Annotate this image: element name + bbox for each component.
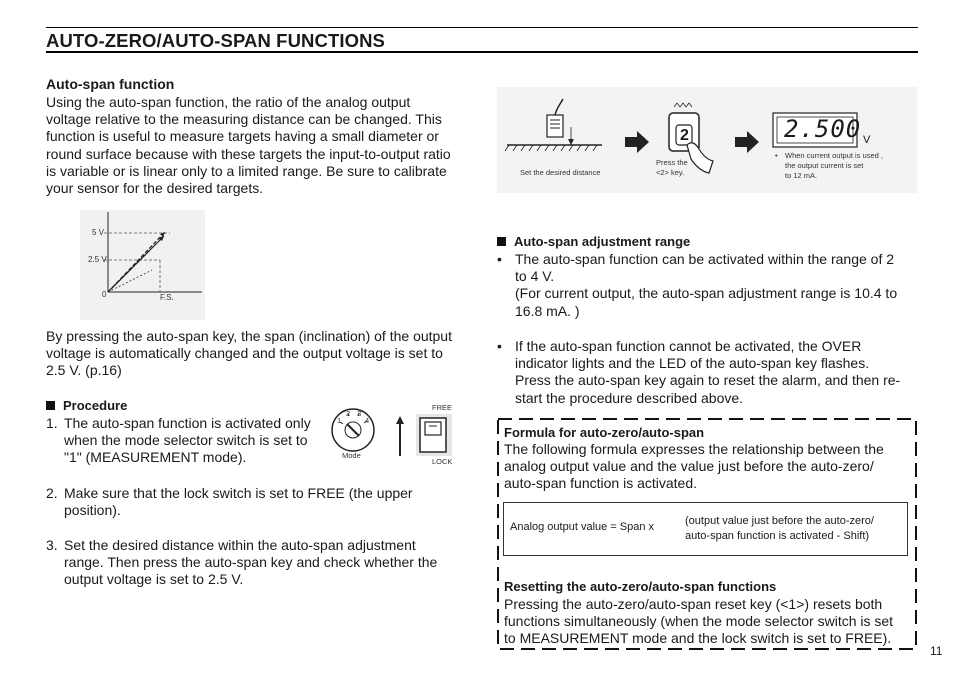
reset-paragraph: Pressing the auto-zero/auto-span reset key (<1>) resets both functions simultaneously (when the mode selector switch is set to MEASUREMENT mode and the lock switch is set to FREE). (504, 596, 894, 647)
span-line: voltage is automatically changed and the output voltage is set to (46, 345, 443, 362)
graph-y-mid-label: 2.5 V (88, 255, 107, 264)
auto-span-diagram (497, 87, 917, 193)
dial-number: 1 (337, 416, 342, 425)
lock-switch (392, 402, 462, 468)
formula-left: Analog output value = Span x (510, 521, 655, 533)
reset-heading: Resetting the auto-zero/auto-span functions (504, 579, 777, 594)
span-line: By pressing the auto-span key, the span (inclination) of the output (46, 328, 452, 344)
graph-y-top-label: 5 V (92, 228, 105, 237)
page-title: AUTO-ZERO/AUTO-SPAN FUNCTIONS (46, 30, 385, 51)
lock-switch-icon (392, 412, 458, 458)
switch-free-label: FREE (432, 403, 453, 412)
intro-paragraph (46, 94, 451, 197)
mode-dial (326, 405, 378, 463)
formula-box (503, 502, 908, 556)
header-top-rule (46, 27, 918, 28)
current-note: When current output is used , the output current is set to 12 mA. (785, 151, 883, 180)
range-heading: Auto-span adjustment range (497, 234, 690, 249)
display-bullet: • (775, 151, 778, 160)
formula-right: (output value just before the auto-zero/ auto-span function is activated - Shift) (685, 515, 874, 542)
dial-label: Mode (342, 451, 361, 460)
bullet-square-icon (497, 237, 506, 246)
graph-x-label: F.S. (160, 293, 174, 302)
span-graph (80, 210, 205, 320)
bullet-square-icon (46, 401, 55, 410)
graph-origin-label: 0 (102, 290, 107, 299)
step2-caption: Press the <2> key. (656, 158, 688, 177)
dial-number: 4 (365, 416, 370, 425)
intro-line: voltage relative to the measuring distance can be changed. This (46, 111, 442, 128)
formula-paragraph: The following formula expresses the relationship between the analog output value and the value just before the auto-zero/ auto-span function is activated. (504, 441, 884, 492)
step1-caption: Set the desired distance (520, 168, 601, 177)
span-line: 2.5 V. (p.16) (46, 362, 122, 379)
key-2-label: 2 (680, 127, 689, 144)
procedure-step-3: 3. Set the desired distance within the auto-span adjustment range. Then press the auto-span key and check whether the output voltage is set to 2.5 V. (46, 537, 438, 588)
procedure-step-2: 2. Make sure that the lock switch is set to FREE (the upper position). (46, 485, 413, 519)
intro-line: your sensor for the desired targets. (46, 180, 264, 197)
intro-line: round surface because with these targets the input-to-output ratio (46, 145, 451, 162)
header-bottom-rule (46, 51, 918, 53)
intro-line: is variable or is linear only to a limited range. Be sure to calibrate (46, 162, 447, 179)
procedure-step-1: 1. The auto-span function is activated only when the mode selector switch is set to "1" (MEASUREMENT mode). (46, 415, 311, 466)
intro-line: function is useful to measure targets having a small diameter or (46, 128, 439, 145)
span-graph-svg (80, 210, 205, 320)
formula-heading: Formula for auto-zero/auto-span (504, 425, 705, 440)
dial-number: 2 (346, 409, 351, 418)
range-bullet-2: • If the auto-span function cannot be activated, the OVER indicator lights and the LED of the auto-span key flashes. Press the auto-span key again to reset the alarm, and then re- start the procedure described above. (497, 338, 901, 406)
dial-number: 3 (357, 409, 362, 418)
mode-dial-icon (326, 405, 378, 453)
procedure-heading: Procedure (46, 398, 127, 413)
switch-lock-label: LOCK (432, 457, 453, 466)
display-value: 2.500 (784, 115, 862, 143)
span-paragraph (46, 328, 452, 380)
intro-line: Using the auto-span function, the ratio of the analog output (46, 94, 411, 110)
display-unit: V (863, 134, 871, 146)
range-bullet-1: • The auto-span function can be activated within the range of 2 to 4 V. (For current output, the auto-span adjustment range is 10.4 to 16.8 mA. ) (497, 251, 898, 319)
auto-span-heading: Auto-span function (46, 76, 175, 92)
page-number: 11 (930, 644, 943, 658)
